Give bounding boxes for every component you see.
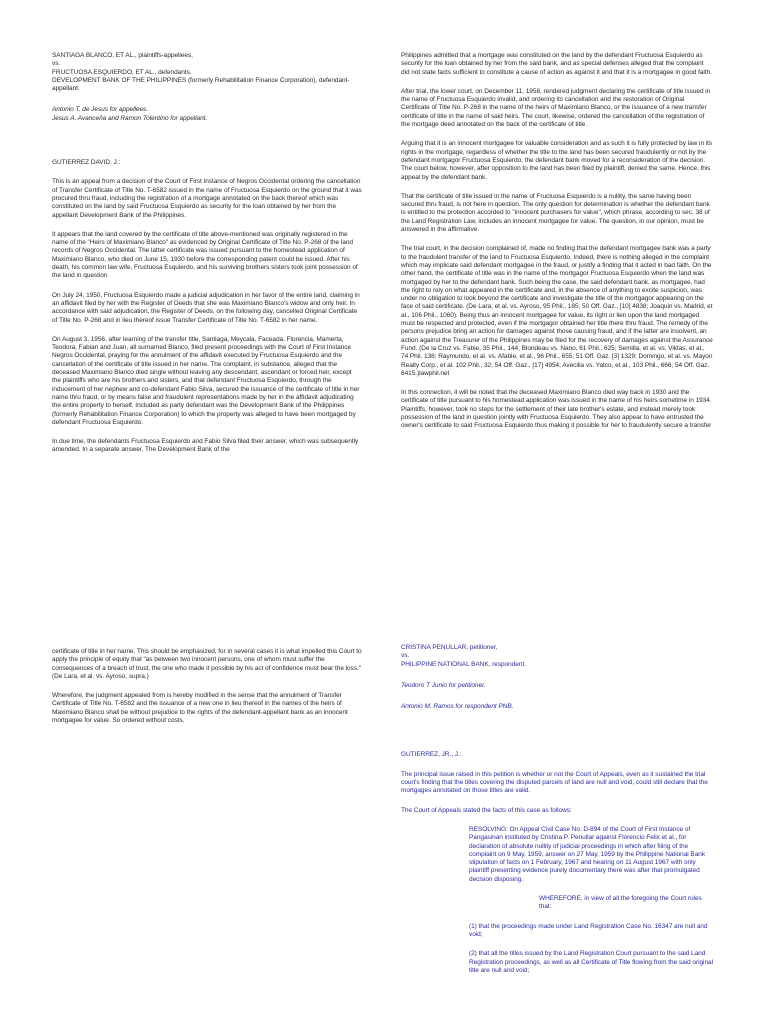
body-paragraph: In due time, the defendants Fructuosa Esquierdo and Fabio Silva filed their answer, which was subsequently amended. In a separate answer, The Development Bank of the — [52, 438, 359, 454]
counsel-line: Teodoro T Junio for petitioner. — [401, 681, 486, 689]
case-caption — [52, 52, 362, 93]
left-column — [52, 52, 362, 466]
quote-item: (1) that the proceedings made under Land Registration Case No. 16347 are null and void; — [469, 922, 708, 938]
caption-line: vs. — [52, 60, 61, 68]
ponente-heading: GUTIERREZ, JR., J.: — [401, 751, 462, 759]
ponente-heading: GUTIERREZ DAVID, J.: — [52, 159, 121, 167]
body-paragraph: After trial, the lower court, on December 11, 1958, rendered judgment declaring the certificate of title issued in the name of Fructuosa Esquierdo invalid, and ordering its cancellation and the restoration of Original Certificate of Title No. P-268 in the name of the heirs of Maximiano Blanco, or the issuance of a new transfer certificate of title in the name of said heirs. The court, likewise, ordered the cancellation of the registration of the mortgage deed annotated on the back of the certificate of title. — [401, 87, 711, 129]
body-paragraph: Wherefore, the judgment appealed from is hereby modified in the sense that the annulment of Transfer Certificate of Title No. T-6582 and the issuance of a new one in lieu thereof in the names of the heirs of Maximiano Blanco shall be without prejudice to the rights of the defendant-appellant bank as an innocent mortgagee for value. So ordered without costs. — [52, 692, 348, 725]
body-paragraph: That the certificate of title issued in the name of Fructuosa Esquierdo is a nullity, the same having been secured thru fraud, is not here in question. The only question for determination is whether the defendant bank is entitled to the protection accorded to "innocent purchasers for value", which phrase, according to sec. 38 of the Land Registration Law, includes an innocent mortgagee for value. The question, in our opinion, must be answered in the affirmative. — [401, 192, 710, 234]
counsel-block — [52, 106, 362, 123]
left-column — [52, 648, 362, 736]
body-paragraph: Arguing that it is an innocent mortgagee for valuable consideration and as such it is fully protected by law in its rights in the mortgage, regardless of whether the title to the land has been secured fraudulently or not by the defendant mortgagor Fructuosa Esquierdo, the defendant bank moved for a reconsideration of the decision. The court below, however, after opposition to the land has been filed by plaintiff, denied the same. Hence, this appeal by the defendant bank. — [401, 140, 713, 181]
caption-line: SANTIAGA BLANCO, ET AL., plaintiffs-appellees, — [52, 52, 193, 59]
right-column — [401, 644, 713, 986]
caption-line: FRUCTUOSA ESQUIERDO, ET AL., defendants. — [52, 68, 192, 76]
body-paragraph: Philippines admitted that a mortgage was constituted on the land by the defendant Fructuosa Esquierdo as security for the loan obtained by her from the said bank, and as special defenses alleged that the complaint did not state facts sufficient to constitute a cause of action as against it and that it is a mortgagee in good faith. — [401, 52, 712, 76]
caption-line: CRISTINA PENULLAR, petitioner, — [401, 644, 498, 651]
case-caption — [401, 644, 713, 669]
counsel-line: Antonio T. de Jesus for appellees. — [52, 106, 148, 114]
body-paragraph: It appears that the land covered by the certificate of title above-mentioned was originally registered in the name of the "Heirs of Maximiano Blanco" as evidenced by Original Certificate of Title No. P-268 of the land records of Negros Occidental. The latter certificate was issued pursuant to the homestead application of Maximiano Blanco, who died on June 15, 1930 before the corresponding patent could be issued. After his death, his common law wife, Fructuosa Esquierdo, and his surviving brothers sisters took joint possession of the land in question. — [52, 230, 358, 280]
caption-line: PHILIPPINE NATIONAL BANK, respondent. — [401, 660, 526, 668]
lower-page — [0, 600, 768, 1024]
quote-item: (2) that all the titles issued by the Land Registration Court pursuant to the said Land Registration proceedings, as well as all Certificate of Title flowing from the said original title are null and void; — [469, 950, 713, 974]
body-paragraph: The trial court, in the decision complained of, made no finding that the defendant mortgagee bank was a party to the fraudulent transfer of the land to Fructuosa Esquierdo. Indeed, there is nothing alleged in the complaint which may implicate said defendant mortgagee in the fraud, or justify a finding that it acted in bad faith. On the other hand, the certificate of title was in the name of the mortgagor Fructuosa Esquierdo when the land was mortgaged by her to the defendant bank. Such being the case, the said defendant bank, as mortgagee, had the right to rely on what appeared in the certificate and, in the absence of anything to excite suspicion, was under no obligation to look beyond the certificate and investigate the title of the mortgagor appearing on the face of said certificate. (De Lara, et al. vs. Ayroso, 95 Phil., 185; 50 Off. Gaz., [10] 4838; Joaquin vs. Madrid, et al., 106 Phil., 1060). Being thus an innocent mortgagee for value, its right or lien upon the land mortgaged must be respected and protected, even if the mortgagor obtained her title there thru fraud. The remedy of the persons prejudice bring an action for damages against those causing fraud, and if the latter are insolvent, an action against the Treasurer of the Philippines may be filed for the recovery of damages against the Assurance Fund. (De la Cruz vs. Fabie, 35 Phil., 144; Blondeau vs. Nano, 61 Phil., 625; Semilla, et al. vs. Viktas, et al., 74 Phil. 138; Raymundo, et al. vs. Afable, et al., 96 Phil., 655; 51 Off. Gaz. [3] 1329; Domingo, et al. vs. Mayon Realty Corp., et al. 102 Phil., 32; 54 Off. Gaz., [17] 4954; Avecilla vs. Yatco, et al., 103 Phil., 666; 54 Off. Gaz. 6415.)lawphil.net — [401, 245, 713, 377]
body-paragraph: On July 24, 1950, Fructuosa Esquierdo made a judicial adjudication in her favor of the entire land, claiming in an affidavit filed by her with the Register of Deeds that she was Maximiano Blanco's widow and only heir. In accordance with said adjudication, the Register of Deeds, on the following day, cancelled Original Certificate of Title No. P-268 and in lieu thereof issue Transfer Certificate of Title No. T-6582 in her name. — [52, 291, 360, 324]
quote-paragraph: RESOLVING: On Appeal Civil Case No. D-894 of the Court of First Instance of Pangasinan instituted by Cristina P. Penullar against Florencio Felix et al., for declaration of absolute nullity of judicial proceedings in which after filing of the complaint on 9 May, 1959, answer on 27 May, 1959 by the Philippine National Bank stipulation of facts on 1 February, 1967 and hearing on 11 August 1967 with only plaintiff presenting evidence purely documentary there was after that promulgated decision disposing. — [469, 825, 706, 883]
block-quote — [469, 826, 713, 975]
counsel-line: Antonio M. Ramos for respondent PNB. — [401, 703, 514, 711]
body-paragraph: The principal issue raised in this petition is whether or not the Court of Appeals, even as it sustained the trial court's finding that the titles covering the disputed parcels of land are null and void, could still declare that the mortgages annotated on those titles are valid. — [401, 770, 708, 795]
body-paragraph: In this connection, it will be noted that the deceased Maximiano Blanco died way back in 1930 and the certificate of title pursuant to his homestead application was issued in the name of his heirs sometime in 1934. Plaintiffs, however, took no steps for the settlement of their late brother's estate, and instead merely took possession of the land in question jointly with Fructuosa Esquierdo. They also appear to have entrusted the owner's certificate to said Fructuosa Esquierdo thus making it possible for her to fraudulently secure a transfer — [401, 389, 712, 430]
body-paragraph: On August 3, 1956, after learning of the transfer title, Santiaga, Meycala, Faceada, Florencia, Mamerta, Teodora, Fabian and Juan, all surnamed Blanco, filed present proceedings with the Court of First Instance Negros Occidental, praying for the annulment of the affidavit executed by Fructuosa Esquierdo and the cancellation of the certificate of title issued in her name. The complaint, in substance, alleged that the deceased Maximiano Blanco died single without leaving any descendant, ascendant or forced heir, except the plaintiffs who are his brothers and sisters, and that defendant Fructuosa Esquierdo, through the inducement of her nephew and co-defendant Fabio Silva, secured the issuance of the certificate of title in her name thru fraud, or by means false and fraudulent representations made by her in the affidavit adjudicating the entire property to herself. Included as party defendant was the Development Bank of the Philippines (formerly Rehabilitation Finance Corporation) to which the property was alleged to have been mortgaged by defendant Fructuosa Esquierdo. — [52, 335, 360, 426]
counsel-line: Jesus A. Avanceña and Ramon Tolentino for appellant. — [52, 114, 208, 122]
body-paragraph: The Court of Appeals stated the facts of this case as follows: — [401, 806, 572, 814]
body-paragraph: certificate of title in her name. This should be emphasized, for in several cases it is what impelled this Court to apply the principle of equity that "as between two innocent persons, one of whom must suffer the consequences of a breach of trust, the one who made it possible by his act of confidence must bear the loss." (De Lara, et al. vs. Ayroso, supra.) — [52, 648, 362, 680]
caption-line: DEVELOPMENT BANK OF THE PHILIPPINES (formerly Rehabilitation Finance Corporation), defendant-appellant. — [52, 76, 350, 93]
quote-paragraph: WHEREFORE, in view of all the foregoing the Court rules that: — [539, 895, 702, 911]
body-paragraph: This is an appeal from a decision of the Court of First Instance of Negros Occidental ordering the cancellation of Transfer Certificate of Title No. T-6582 issued in the name of Fructuosa Esquierdo on the ground that it was procured thru fraud, including the registration of a mortgage annotated on the back thereof which was constituted on the land by said Fructuosa Esquierdo as security for the loan obtained by her from the appellant Development Bank of the Philippines. — [52, 178, 362, 219]
caption-line: vs. — [401, 652, 410, 660]
right-column — [401, 52, 713, 442]
